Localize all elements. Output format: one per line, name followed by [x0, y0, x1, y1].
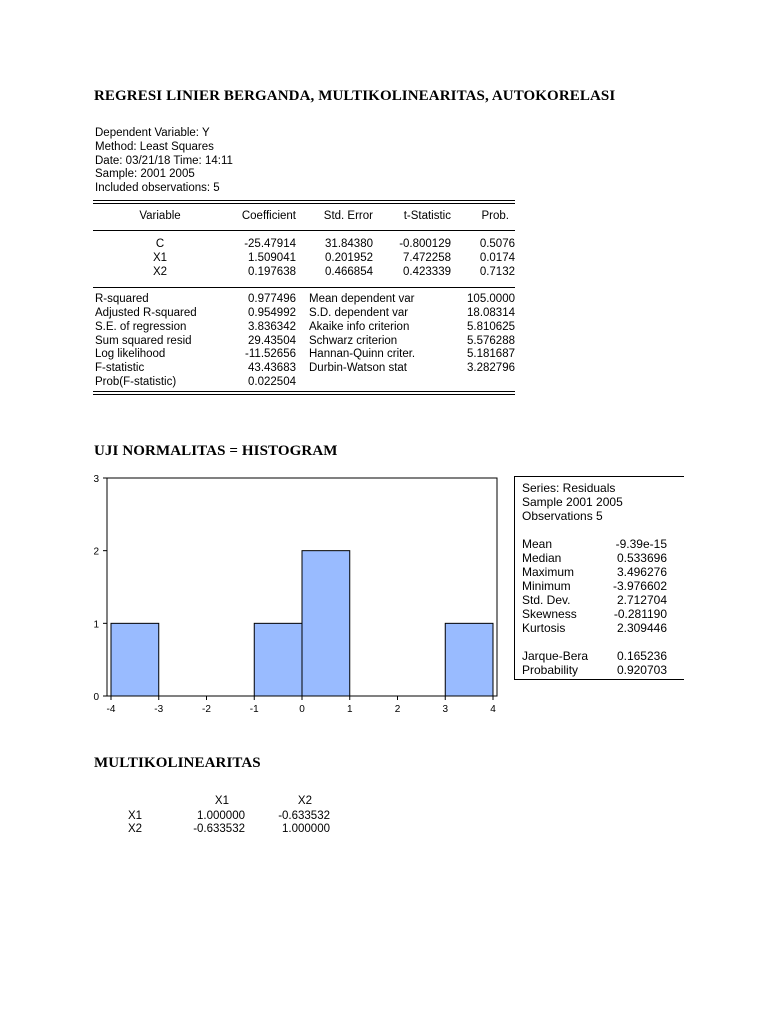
residual-stats-box	[514, 476, 684, 680]
stat-value: 0.533696	[616, 551, 667, 565]
stat-label: Probability	[522, 663, 579, 677]
stat-value: 0.165236	[616, 649, 667, 663]
stats-header-line: Observations 5	[522, 509, 603, 523]
stat-value: 3.836342	[248, 321, 296, 333]
info-line: Dependent Variable: Y	[95, 127, 210, 139]
stat-label: Prob(F-statistic)	[95, 376, 177, 388]
col-header-std-error: Std. Error	[323, 210, 373, 222]
stat-value: 2.309446	[616, 621, 667, 635]
stat-label: Skewness	[522, 607, 577, 621]
info-line: Sample: 2001 2005	[95, 168, 195, 181]
histogram-bar	[445, 623, 493, 696]
stats-header-line: Series: Residuals	[522, 481, 616, 495]
corr-col-header: X1	[214, 795, 229, 807]
stat-label: Mean	[522, 537, 553, 551]
stat-value: 18.08314	[467, 307, 515, 319]
x-tick-label: 2	[394, 704, 401, 715]
stat-value: -3.976602	[612, 579, 667, 593]
x-tick-label: 3	[442, 704, 449, 715]
coef-cell: C	[155, 238, 165, 250]
section-title-multicollinearity: MULTIKOLINEARITAS	[94, 755, 261, 771]
stat-value: 0.954992	[248, 307, 296, 319]
coef-cell: 0.466854	[325, 266, 373, 278]
table-rule	[93, 287, 515, 288]
table-rule	[93, 200, 515, 201]
y-tick-label: 2	[93, 546, 99, 558]
stat-label: Sum squared resid	[95, 335, 192, 347]
table-rule	[93, 391, 515, 392]
col-header-prob: Prob.	[481, 210, 509, 222]
stat-value: 5.576288	[467, 335, 515, 347]
table-rule	[93, 230, 515, 231]
stat-label: F-statistic	[95, 362, 145, 374]
stat-label: S.D. dependent var	[309, 307, 409, 319]
stat-value: 5.181687	[467, 348, 515, 360]
histogram-bar	[254, 623, 302, 696]
stat-value: 3.282796	[467, 362, 515, 374]
stat-value: 29.43504	[248, 335, 296, 347]
coef-cell: X1	[152, 252, 168, 264]
corr-row-label: X2	[128, 823, 143, 835]
stat-value: 2.712704	[616, 593, 667, 607]
coef-cell: 0.0174	[479, 252, 515, 264]
stat-value: 105.0000	[467, 293, 515, 305]
stat-label: Mean dependent var	[309, 293, 415, 305]
stat-value: -11.52656	[245, 348, 296, 360]
section-title-regression: REGRESI LINIER BERGANDA, MULTIKOLINEARITAS, AUTOKORELASI	[94, 88, 616, 104]
stat-label: Jarque-Bera	[522, 649, 589, 663]
histogram-bar	[111, 623, 159, 696]
coef-cell: 0.197638	[248, 266, 296, 278]
stat-label: Maximum	[522, 565, 575, 579]
x-tick-label: 4	[490, 704, 496, 715]
stat-value: 5.810625	[467, 321, 515, 333]
stat-label: Median	[522, 551, 562, 565]
stat-label: R-squared	[95, 293, 149, 305]
x-tick-label: 1	[346, 704, 353, 715]
stat-label: Std. Dev.	[522, 593, 571, 607]
stat-label: Akaike info criterion	[309, 321, 410, 333]
coef-cell: -25.47914	[244, 238, 296, 250]
info-line: Date: 03/21/18 Time: 14:11	[95, 154, 233, 167]
coef-cell: 0.423339	[403, 266, 451, 278]
col-header-t-statistic: t-Statistic	[403, 210, 451, 222]
stat-label: Log likelihood	[95, 348, 166, 360]
coef-cell: 31.84380	[325, 238, 373, 250]
stat-value: 0.977496	[248, 293, 296, 305]
corr-cell: -0.633532	[193, 823, 245, 835]
col-header-coefficient: Coefficient	[241, 210, 296, 222]
coef-cell: 0.201952	[325, 252, 373, 264]
coef-cell: 7.472258	[403, 252, 451, 264]
stat-label: Kurtosis	[522, 621, 566, 635]
corr-row-label: X1	[128, 810, 143, 822]
stat-label: Minimum	[522, 579, 571, 593]
stat-label: Schwarz criterion	[309, 335, 398, 347]
section-title-normality: UJI NORMALITAS = HISTOGRAM	[94, 443, 338, 459]
stat-label: Adjusted R-squared	[95, 307, 197, 319]
x-tick-label: -4	[106, 704, 116, 715]
x-tick-label: -2	[202, 704, 211, 715]
stat-value: 0.920703	[616, 663, 667, 677]
col-header-variable: Variable	[139, 210, 181, 222]
stat-value: 43.43683	[248, 362, 296, 374]
corr-cell: 1.000000	[197, 810, 245, 822]
coef-cell: 1.509041	[248, 252, 296, 264]
info-line: Included observations: 5	[95, 182, 220, 195]
x-tick-label: 0	[299, 704, 305, 715]
stats-header-line: Sample 2001 2005	[522, 495, 623, 509]
corr-col-header: X2	[297, 795, 312, 807]
stat-label: Durbin-Watson stat	[309, 362, 407, 374]
table-rule	[93, 203, 515, 204]
corr-cell: 1.000000	[282, 823, 330, 835]
regression-info	[95, 127, 233, 196]
y-tick-label: 1	[93, 619, 99, 631]
stat-label: Hannan-Quinn criter.	[309, 348, 416, 360]
x-tick-label: -1	[249, 704, 259, 715]
table-rule	[93, 394, 515, 395]
corr-cell: -0.633532	[278, 810, 330, 822]
histogram-bar	[302, 551, 350, 696]
coef-cell: 0.5076	[479, 238, 515, 250]
y-tick-label: 0	[93, 692, 99, 703]
x-tick-label: -3	[154, 704, 164, 715]
stat-value: 0.022504	[248, 376, 296, 388]
residual-histogram	[85, 470, 510, 720]
info-line: Method: Least Squares	[95, 140, 214, 153]
coef-cell: -0.800129	[399, 238, 451, 250]
stat-value: -0.281190	[613, 607, 667, 621]
coef-cell: 0.7132	[479, 266, 515, 278]
stat-value: 3.496276	[616, 565, 667, 579]
coef-cell: X2	[152, 266, 168, 278]
y-tick-label: 3	[93, 474, 99, 485]
stat-value: -9.39e-15	[615, 537, 667, 551]
stat-label: S.E. of regression	[95, 321, 187, 333]
